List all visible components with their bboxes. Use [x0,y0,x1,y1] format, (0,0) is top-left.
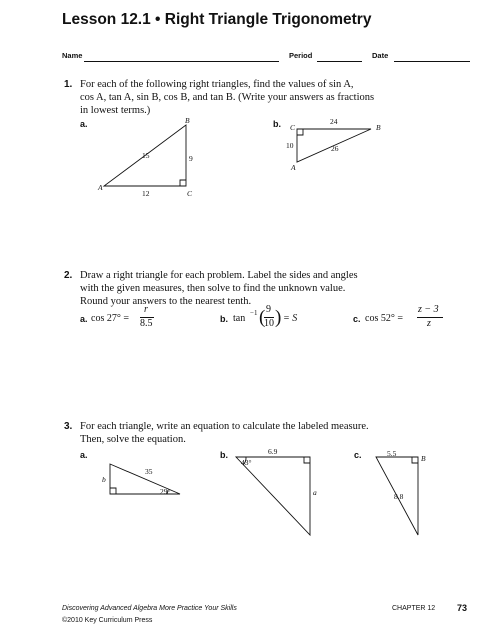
q1b-vertex-c: C [290,123,296,132]
date-label: Date [372,51,389,60]
q1a-vertex-b: B [185,116,190,125]
q2b-exponent: −1 [250,309,258,317]
q1a-base: 12 [142,189,150,198]
footer-book-title: Discovering Advanced Algebra More Practice Your Skills [62,605,237,612]
q3b-triangle [236,457,310,535]
page-title: Lesson 12.1 • Right Triangle Trigonometry [62,11,372,28]
name-label: Name [62,51,83,60]
question-1-number: 1. [64,79,73,90]
q2b-lhs: tan [233,313,246,324]
q1a-hypotenuse: 15 [142,151,150,160]
q2c-denominator: z [427,318,431,329]
q3a-angle: 29° [160,487,171,496]
q1-part-a-label: a. [80,119,88,129]
question-3-number: 3. [64,421,73,432]
q1a-vertex-c: C [187,189,193,198]
question-2-text: Draw a right triangle for each problem. Label the sides and angles with the given measures, then solve to find the unknown value. Round your answers to the nearest tenth. [80,270,358,307]
q1a-vertical: 9 [189,154,193,163]
q2a-denominator: 8.5 [140,318,153,329]
q3-part-c-label: c. [354,450,362,460]
q3-part-b-label: b. [220,450,228,460]
period-label: Period [289,51,313,60]
q3c-vertex-b: B [421,454,426,463]
q2a-numerator: r [144,304,148,315]
q2-part-c-label: c. [353,314,361,324]
q1a-vertex-a: A [98,183,103,192]
footer-copyright: ©2010 Key Curriculum Press [62,617,153,624]
q2b-left-paren: ( [259,307,266,328]
q3b-top: 6.9 [268,447,278,456]
q2-part-a-label: a. [80,314,88,324]
q3c-hypotenuse: 8.8 [394,492,404,501]
q2c-lhs: cos 52° = [365,313,403,324]
q1b-vertical: 10 [286,141,294,150]
footer-chapter: CHAPTER 12 [392,605,436,612]
question-2-number: 2. [64,270,73,281]
q1-part-b-label: b. [273,119,281,129]
q3a-side-b: b [102,475,106,484]
q2-part-b-label: b. [220,314,228,324]
question-1-text: For each of the following right triangles, find the values of sin A, cos A, tan A, sin B, cos B, and tan B. (Write your answers as fractions in lowest terms.) [80,79,375,116]
q1b-hypotenuse: 26 [331,144,339,153]
q2a-lhs: cos 27° = [91,313,129,324]
q2b-rhs: = S [283,313,298,324]
q1b-top: 24 [330,117,338,126]
q3b-angle: 43° [241,458,252,467]
q2b-denominator: 10 [264,318,274,329]
q1b-vertex-b: B [376,123,381,132]
q1b-vertex-a: A [291,163,296,172]
q2b-right-paren: ) [275,307,282,328]
q3b-side-a: a [313,488,317,497]
question-3-text: For each triangle, write an equation to calculate the labeled measure. Then, solve the equation. [80,421,369,445]
q3c-top: 5.5 [387,449,397,458]
q2b-numerator: 9 [266,304,271,315]
q3a-hypotenuse: 35 [145,467,153,476]
q2c-numerator: z − 3 [418,304,439,315]
footer-page-number: 73 [457,603,468,613]
q3-part-a-label: a. [80,450,88,460]
